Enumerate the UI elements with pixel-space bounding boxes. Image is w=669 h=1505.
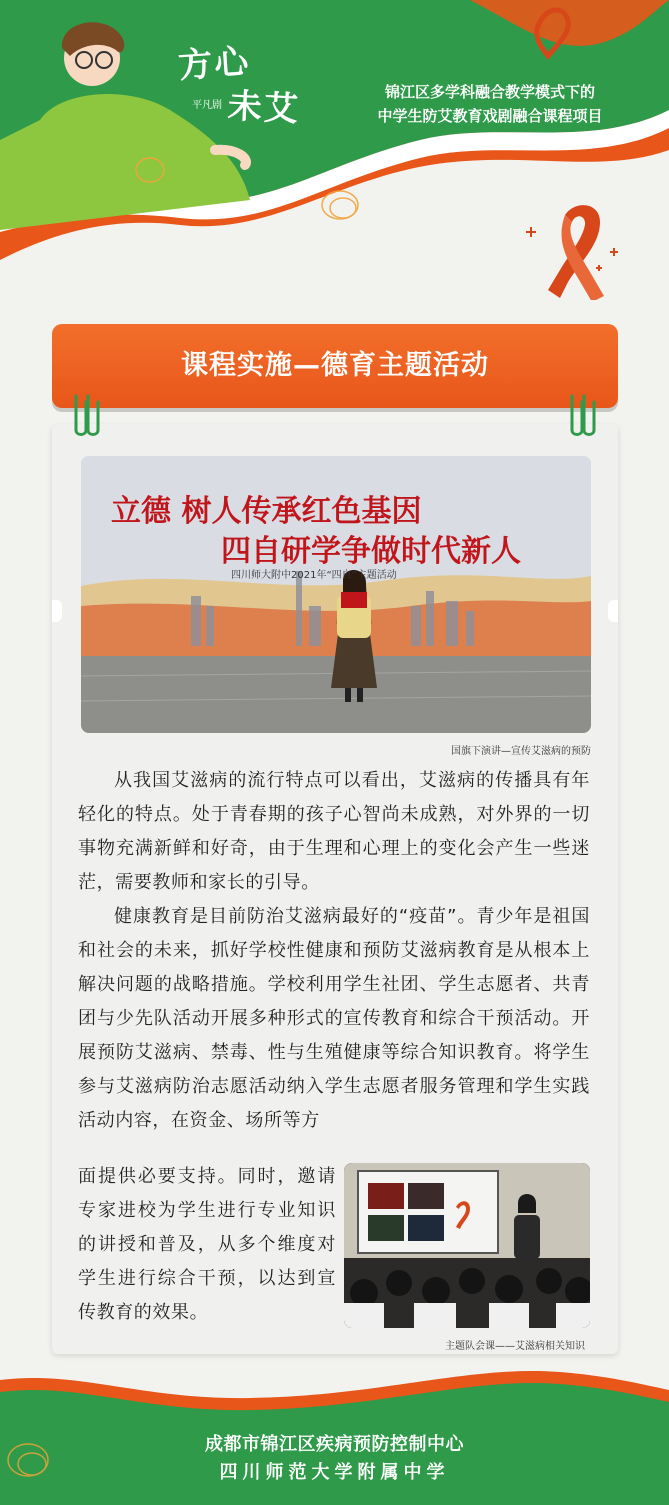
paragraph-2: 健康教育是目前防治艾滋病最好的“疫苗”。青少年是祖国和社会的未来，抓好学校性健康和预防艾滋病教育是从根本上解决问题的战略措施。学校利用学生社团、学生志愿者、共青团与少先队活动开展多种形式的宣传教育和综合干预活动。开展预防艾滋病、禁毒、性与生殖健康等综合知识教育。将学生参与艾滋病防治志愿活动纳入学生志愿者服务管理和学生实践活动内容，在资金、场所等方 (78, 906, 590, 1131)
footer-organization-2: 四川师范大学附属中学 (219, 1462, 450, 1483)
paper-clip-left-icon (66, 392, 102, 440)
paragraph-3: 面提供必要支持。同时，邀请专家进校为学生进行专业知识的讲授和普及，从多个维度对学生进行综合干预，以达到宣传教育的效果。 (78, 1166, 336, 1323)
photo-banner-line2: 四自研学争做时代新人 (221, 534, 521, 569)
section-banner (52, 324, 618, 408)
footer (0, 1360, 669, 1505)
header-background (0, 0, 669, 300)
card-notch-left (52, 600, 62, 622)
footer-organization-1: 成都市锦江区疾病预防控制中心 (205, 1434, 464, 1455)
header (0, 0, 669, 300)
section-title: 课程实施—德育主题活动 (181, 350, 489, 381)
project-title-line2: 中学生防艾教育戏剧融合课程项目 (377, 107, 603, 125)
flag-speech-photo (81, 456, 591, 733)
photo-banner-subtitle: 四川师大附中2021年“四自”主题活动 (231, 570, 397, 581)
paper-clip-right-icon (568, 392, 604, 440)
logo (176, 36, 318, 130)
classroom-photo (344, 1163, 590, 1328)
paragraph-1: 从我国艾滋病的流行特点可以看出，艾滋病的传播具有年轻化的特点。处于青春期的孩子心智尚未成熟，对外界的一切事物充满新鲜和好奇，由于生理和心理上的变化会产生一些迷茫，需要教师和家长的引导。 (78, 770, 590, 893)
photo-caption-1: 国旗下演讲—宣传艾滋病的预防 (451, 746, 591, 757)
project-title (330, 80, 650, 128)
logo-text-bottom: 未艾 (226, 86, 301, 130)
card-notch-right (608, 600, 618, 622)
project-title-line1: 锦江区多学科融合教学模式下的 (384, 83, 595, 101)
photo-caption-2: 主题队会课——艾滋病相关知识 (445, 1341, 585, 1352)
photo-banner-line1: 立德 树人传承红色基因 (111, 494, 422, 529)
logo-text-top: 方心 (176, 41, 252, 87)
logo-subtext: 平凡剧 (192, 100, 222, 111)
